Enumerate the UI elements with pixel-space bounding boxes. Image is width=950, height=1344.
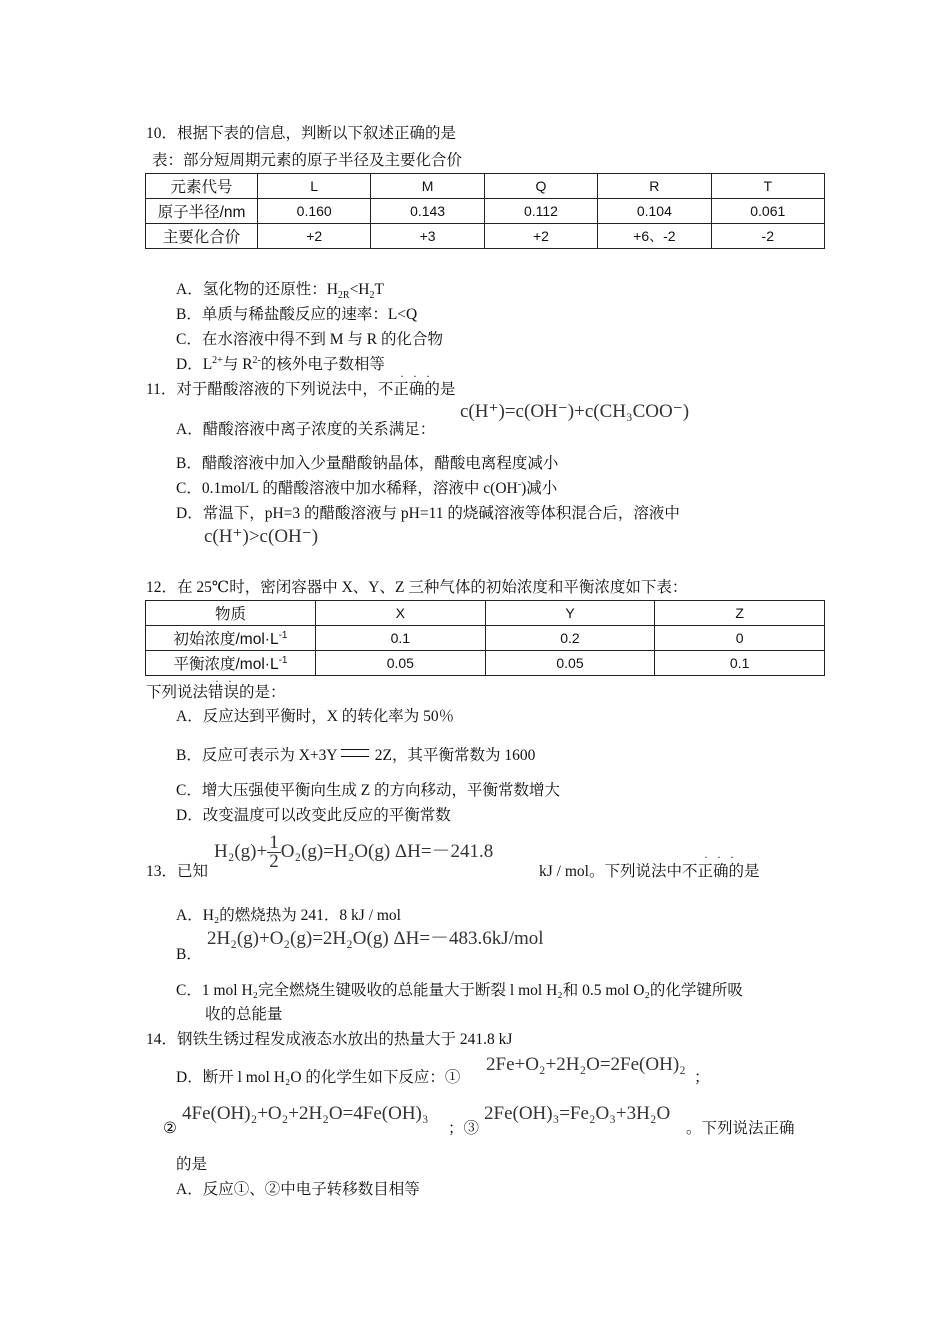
table-cell: 0.061 [711, 199, 824, 224]
q14-semicolon: ； [694, 1069, 710, 1086]
q12-option-c: C．增大压强使平衡向生成 Z 的方向移动，平衡常数增大 [176, 782, 561, 799]
q10-table-caption: 表：部分短周期元素的原子半径及主要化合价 [152, 152, 463, 169]
q13-option-b: B． [176, 946, 202, 963]
q14-stem-tail2: 的是 [176, 1156, 208, 1173]
table-row [146, 199, 825, 224]
q10-option-a: A．氢化物的还原性：$H_{2R}<H_2T$ [176, 281, 384, 302]
q13-stem: 13．已知 [146, 863, 209, 880]
q11-option-a: A．醋酸溶液中离子浓度的关系满足： [176, 421, 436, 438]
table-cell: 0.05 [316, 651, 486, 676]
q12-option-d: D．改变温度可以改变此反应的平衡常数 [176, 807, 451, 824]
q14-option-a: A．反应①、②中电子转移数目相等 [176, 1181, 420, 1198]
table-cell: Y [485, 601, 655, 626]
table-cell: 0.112 [484, 199, 597, 224]
table-row [146, 651, 825, 676]
table-cell: R [598, 174, 711, 199]
q12-stem: 12．在 25℃时，密闭容器中 X、Y、Z 三种气体的初始浓度和平衡浓度如下表： [146, 579, 688, 596]
q11-option-d-equation: c(H⁺)>c(OH⁻) [204, 526, 319, 547]
table-cell: +6、-2 [598, 224, 711, 249]
q12-option-b: B．反应可表示为 X+3Y 2Z，其平衡常数为 1600 [176, 747, 536, 764]
table-cell: +2 [258, 224, 371, 249]
q14-equation-3: 2Fe(OH)₃=Fe₂O₃+3H₂O [484, 1103, 671, 1124]
table-cell: 0.143 [371, 199, 484, 224]
table-row [146, 626, 825, 651]
equilibrium-arrow-icon [341, 747, 371, 765]
q14-equation-1: 2Fe+O₂+2H₂O=2Fe(OH)₂ [486, 1054, 686, 1075]
table-cell: L [258, 174, 371, 199]
table-cell: X [316, 601, 486, 626]
q14-reaction-3-label: ；③ [448, 1120, 480, 1137]
emphasis-dots: ·· [215, 674, 241, 688]
table-cell: 主要化合价 [146, 224, 258, 249]
table-cell: M [371, 174, 484, 199]
q13-option-c: C．1 mol H₂完全燃烧生键吸收的总能量大于断裂 l mol H₂和 0.5 mol O₂的化学键所吸 [176, 982, 743, 999]
table-row [146, 174, 825, 199]
q13-stem-end: kJ / mol。下列说法中不正确的是 [539, 863, 760, 880]
q13-option-a: A．H₂的燃烧热为 241．8 kJ / mol [176, 907, 401, 924]
table-cell: 物质 [146, 601, 316, 626]
q13-equation: H₂(g)+ $\frac{1}{2}$ O₂(g)=H₂O(g) ΔH=－241.8 [214, 832, 494, 872]
table-cell: 0.160 [258, 199, 371, 224]
table-cell: Q [484, 174, 597, 199]
table-cell: 初始浓度$/mol\cdot L^{-1}$ [146, 626, 316, 651]
table-cell: 元素代号 [146, 174, 258, 199]
table-row [146, 601, 825, 626]
q10-option-d: D．$L^{2+}$与 $R^{2-}$的核外电子数相等 [176, 354, 385, 373]
q11-option-d: D．常温下，pH=3 的醋酸溶液与 pH=11 的烧碱溶液等体积混合后，溶液中 [176, 505, 680, 522]
q14-equation-2: 4Fe(OH)₂+O₂+2H₂O=4Fe(OH)₃ [182, 1103, 429, 1124]
q10-stem: 10．根据下表的信息，判断以下叙述正确的是 [146, 125, 457, 142]
q11-option-c: C．0.1mol/L 的醋酸溶液中加水稀释，溶液中 c(OH-)减小 [176, 478, 558, 497]
table-cell: +3 [371, 224, 484, 249]
q10-option-c: C．在水溶液中得不到 M 与 R 的化合物 [176, 331, 443, 348]
table-cell: Z [655, 601, 825, 626]
table-cell: 0.2 [485, 626, 655, 651]
table-row [146, 224, 825, 249]
q14-reaction-2-label: ② [163, 1120, 177, 1137]
table-cell: 原子半径/nm [146, 199, 258, 224]
q14-stem-tail: 。下列说法正确 [686, 1120, 795, 1137]
q11-stem: 11．对于醋酸溶液的下列说法中，不正确的是 [146, 381, 456, 398]
emphasis-dots: ··· [704, 850, 743, 864]
table-cell: -2 [711, 224, 824, 249]
table-cell: T [711, 174, 824, 199]
q13-option-b-equation: 2H₂(g)+O₂(g)=2H₂O(g) ΔH=－483.6kJ/mol [207, 928, 544, 949]
table-cell: +2 [484, 224, 597, 249]
q10-table [145, 173, 825, 249]
q12-table [145, 600, 825, 676]
table-cell: 0.05 [485, 651, 655, 676]
emphasis-dots: ··· [400, 369, 439, 383]
q13-option-c-cont: 收的总能量 [205, 1006, 283, 1023]
q11-option-b: B．醋酸溶液中加入少量醋酸钠晶体，醋酸电离程度减小 [176, 455, 559, 472]
q11-option-a-equation: c(H⁺)=c(OH⁻)+c(CH₃COO⁻) [460, 401, 690, 422]
table-cell: 0 [655, 626, 825, 651]
q10-option-b: B．单质与稀盐酸反应的速率：L<Q [176, 306, 418, 323]
table-cell: 平衡浓度$/mol\cdot L^{-1}$ [146, 651, 316, 676]
q14-option-d: D．断开 l mol H₂O 的化学生如下反应：① [176, 1069, 461, 1086]
fraction: $\frac{1}{2}$ [269, 832, 279, 872]
q14-stem: 14．钢铁生锈过程发成液态水放出的热量大于 241.8 kJ [146, 1031, 513, 1048]
q12-lead: 下列说法错误的是： [146, 684, 286, 701]
table-cell: 0.1 [316, 626, 486, 651]
q12-option-a: A．反应达到平衡时，X 的转化率为 50％ [176, 708, 455, 725]
table-cell: 0.104 [598, 199, 711, 224]
table-cell: 0.1 [655, 651, 825, 676]
